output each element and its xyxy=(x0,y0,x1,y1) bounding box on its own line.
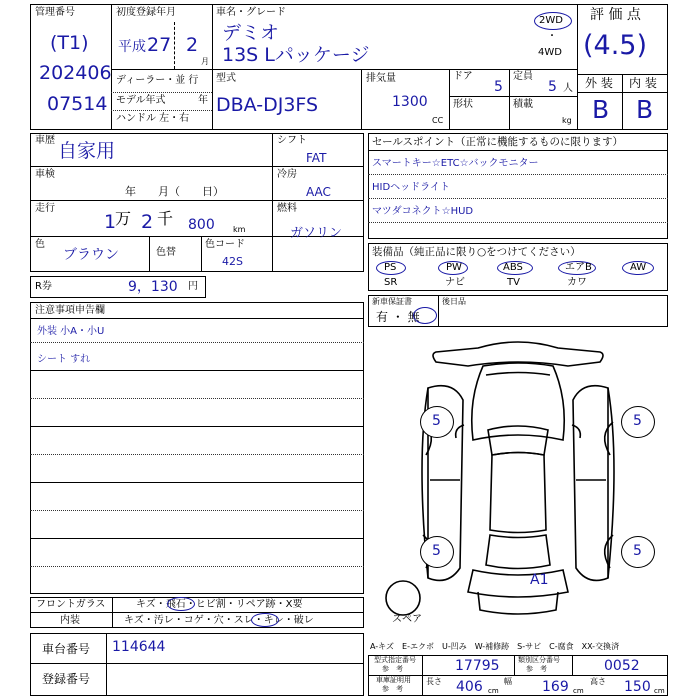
wid-unit: cm xyxy=(573,687,584,695)
class-label: 類別区分番号 xyxy=(518,656,560,664)
recycle-value: 9，130 xyxy=(128,279,178,295)
sen-unit: 千 xyxy=(157,209,174,228)
type-no: 17795 xyxy=(455,658,500,674)
equip-abs: ABS xyxy=(503,262,523,273)
glass-label: フロントガラス xyxy=(36,599,106,610)
inspection-label: 車検 xyxy=(35,169,55,180)
cc-unit: CC xyxy=(432,116,444,125)
color-code-label: 色コード xyxy=(205,239,245,250)
history: 自家用 xyxy=(58,140,116,162)
wid-label: 幅 xyxy=(504,677,512,686)
color: ブラウン xyxy=(63,247,119,263)
interior-items: キズ・汚レ・コゲ・穴・スレ・キレ・破レ xyxy=(124,615,314,626)
color-change-label: 色替 xyxy=(156,247,176,258)
warranty-none-circle xyxy=(413,307,437,324)
era-year: 27 xyxy=(147,34,172,56)
km-unit: km xyxy=(233,225,246,234)
equip-navi: ナビ xyxy=(445,277,465,288)
notes-line: 外装 小A・小U xyxy=(37,326,105,337)
kg-unit: kg xyxy=(562,116,572,125)
hgt-unit: cm xyxy=(654,687,665,695)
displacement-label: 排気量 xyxy=(366,73,396,84)
recycle-unit: 円 xyxy=(188,281,198,292)
kanri-code: (T1) xyxy=(50,32,89,54)
man-unit: 万 xyxy=(115,209,132,228)
year-unit: 年 xyxy=(198,95,208,106)
fuel: ガソリン xyxy=(290,226,343,241)
history-label: 車歴 xyxy=(35,135,55,146)
exterior-grade: B xyxy=(592,95,610,124)
kanri-no1: 202406 xyxy=(39,62,112,84)
equip-tv: TV xyxy=(507,277,520,288)
shape-label: 形状 xyxy=(453,99,473,110)
kanri-no2: 07514 xyxy=(47,93,108,115)
load-label: 積載 xyxy=(513,99,533,110)
shift: FAT xyxy=(306,151,327,165)
drive-dot: ・ xyxy=(547,31,557,42)
recycle-frame xyxy=(30,276,206,298)
len-unit: cm xyxy=(488,687,499,695)
selling-point: スマートキー☆ETC☆バックモニター xyxy=(372,158,539,169)
mark-front-left: 5 xyxy=(432,413,441,429)
fuel-label: 燃料 xyxy=(277,203,297,214)
cert-sub: 参 考 xyxy=(382,685,403,693)
glass-items: キズ・飛石・ヒビ割・リペア跡・X要 xyxy=(136,599,303,610)
notes-line: シート すれ xyxy=(37,354,91,365)
mileage-3: 800 xyxy=(188,217,215,233)
mileage-2: 2 xyxy=(141,211,154,233)
len: 406 xyxy=(456,679,483,695)
selling-point: HIDヘッドライト xyxy=(372,182,450,193)
capacity-unit: 人 xyxy=(563,83,573,94)
spare-label: スペア xyxy=(392,614,422,625)
inspection: 年 月（ 日） xyxy=(125,185,224,198)
equip-pw: PW xyxy=(446,262,462,273)
equip-sr: SR xyxy=(384,277,398,288)
dealer-label: ディーラー・並 行 xyxy=(116,75,199,86)
color-code: 42S xyxy=(222,255,243,268)
equip-airbag: エアB xyxy=(565,262,592,273)
selling-label: セールスポイント（正常に機能するものに限ります） xyxy=(372,136,624,148)
door-label: ドア xyxy=(453,71,473,82)
doors: 5 xyxy=(494,79,503,95)
class-sub: 参 考 xyxy=(526,665,547,673)
score: (4.5) xyxy=(583,30,648,61)
damage-legend: A-キズ E-エクボ U-凹み W-補修跡 S-サビ C-腐食 XX-交換済 xyxy=(370,642,620,651)
ac: AAC xyxy=(306,185,331,199)
mileage-label: 走行 xyxy=(35,203,55,214)
capacity-label: 定員 xyxy=(513,71,533,82)
mileage-1: 1 xyxy=(104,211,117,233)
displacement: 1300 xyxy=(392,94,428,110)
model-year-label: モデル年式 xyxy=(116,95,166,106)
equip-leather: カワ xyxy=(567,277,587,288)
mark-rear-right: 5 xyxy=(633,543,642,559)
interior-label: 内 装 xyxy=(629,76,657,90)
color-label: 色 xyxy=(35,239,45,250)
chassis-no: 114644 xyxy=(112,639,166,655)
car-diagram xyxy=(368,330,668,630)
interior-worn-circle xyxy=(251,613,279,627)
equip-ps: PS xyxy=(384,262,397,273)
interior-label2: 内装 xyxy=(60,615,80,626)
katashiki-label: 型式 xyxy=(216,73,236,84)
wid: 169 xyxy=(542,679,569,695)
glass-chip-circle xyxy=(167,597,195,611)
notes-frame xyxy=(30,302,364,594)
handle-label: ハンドル 左・右 xyxy=(116,113,190,124)
ac-label: 冷房 xyxy=(277,169,297,180)
selling-point: マツダコネクト☆HUD xyxy=(372,206,474,217)
type-sub: 参 考 xyxy=(382,665,403,673)
exterior-label: 外 装 xyxy=(585,76,613,90)
header-frame xyxy=(30,4,668,130)
later-label: 後日品 xyxy=(442,297,466,306)
hgt: 150 xyxy=(624,679,651,695)
class-no: 0052 xyxy=(604,658,640,674)
grade: 13S Lパッケージ xyxy=(222,44,370,66)
cert-label: 車庫証明用 xyxy=(376,676,411,684)
reg-month: 2 xyxy=(186,34,199,56)
mark-a1: A1 xyxy=(530,572,549,588)
hgt-label: 高さ xyxy=(590,677,606,686)
kanri-label: 管理番号 xyxy=(35,7,75,18)
capacity: 5 xyxy=(548,79,557,95)
len-label: 長さ xyxy=(426,677,442,686)
car-name: デミオ xyxy=(222,22,280,44)
mark-rear-left: 5 xyxy=(432,543,441,559)
equip-aw: AW xyxy=(630,262,647,273)
shift-label: シフト xyxy=(277,135,307,146)
type-label: 型式指定番号 xyxy=(374,656,416,664)
warranty-label: 新車保証書 xyxy=(372,297,412,306)
katashiki: DBA-DJ3FS xyxy=(216,94,319,116)
drive-4wd: 4WD xyxy=(538,47,562,58)
month-unit: 月 xyxy=(201,57,209,66)
drive-2wd: 2WD xyxy=(539,15,563,26)
equip-label: 装備品（純正品に限り○をつけてください） xyxy=(372,246,581,258)
shodo-label: 初度登録年月 xyxy=(116,7,176,18)
warranty-value: 有 ・ 無 xyxy=(376,310,420,324)
notes-label: 注意事項申告欄 xyxy=(35,305,105,316)
era: 平成 xyxy=(118,39,146,55)
recycle-label: R券 xyxy=(35,281,52,292)
reg-label: 登録番号 xyxy=(42,672,91,686)
interior-grade: B xyxy=(636,95,654,124)
mark-front-right: 5 xyxy=(633,413,642,429)
score-label: 評 価 点 xyxy=(590,7,641,23)
chassis-label: 車台番号 xyxy=(42,642,91,656)
car-name-label: 車名・グレード xyxy=(216,7,286,18)
